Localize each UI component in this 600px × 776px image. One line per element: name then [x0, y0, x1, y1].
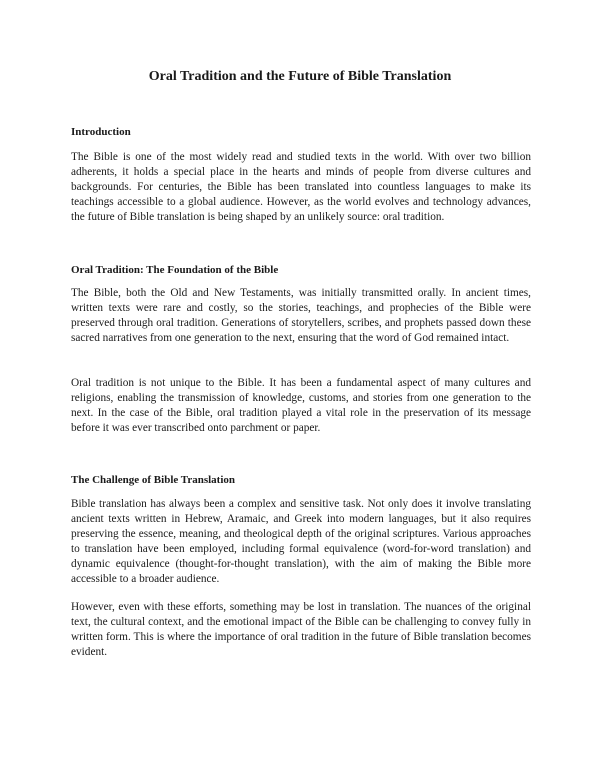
paragraph-oral-tradition-1: The Bible, both the Old and New Testaments, was initially transmitted orally. In ancient times, written texts were rare and costly, so the stories, teachings, and prophecies of the Bible were preserved through oral tradition. Generations of storytellers, scribes, and prophets passed down these sacred narratives from one generation to the next, ensuring that the word of God remained intact.: [71, 287, 531, 345]
paragraph-challenge-2: However, even with these efforts, something may be lost in translation. The nuances of the original text, the cultural context, and the emotional impact of the Bible can be challenging to convey fully in written form. This is where the importance of oral tradition in the future of Bible translation becomes evident.: [71, 601, 531, 659]
section-heading-oral-tradition: Oral Tradition: The Foundation of the Bible: [71, 264, 279, 276]
document-title: Oral Tradition and the Future of Bible Translation: [148, 69, 452, 84]
paragraph-challenge-1: Bible translation has always been a complex and sensitive task. Not only does it involve translating ancient texts written in Hebrew, Aramaic, and Greek into modern languages, but it also requires preserving the essence, meaning, and theological depth of the original scriptures. Various approaches to translation have been employed, including formal equivalence (word-for-word translation) and dynamic equivalence (thought-for-thought translation), with the aim of making the Bible more accessible to a broader audience.: [71, 498, 531, 586]
section-heading-introduction: Introduction: [71, 126, 131, 138]
section-heading-challenge: The Challenge of Bible Translation: [71, 474, 236, 486]
paragraph-oral-tradition-2: Oral tradition is not unique to the Bible. It has been a fundamental aspect of many cultures and religions, enabling the transmission of knowledge, customs, and stories from one generation to the next. In the case of the Bible, oral tradition played a vital role in the preservation of its message before it was ever transcribed onto parchment or paper.: [71, 377, 531, 435]
paragraph-introduction: The Bible is one of the most widely read and studied texts in the world. With over two billion adherents, it holds a special place in the hearts and minds of people from diverse cultures and backgrounds. For centuries, the Bible has been translated into countless languages to make its teachings accessible to a global audience. However, as the world evolves and technology advances, the future of Bible translation is being shaped by an unlikely source: oral tradition.: [71, 151, 531, 224]
